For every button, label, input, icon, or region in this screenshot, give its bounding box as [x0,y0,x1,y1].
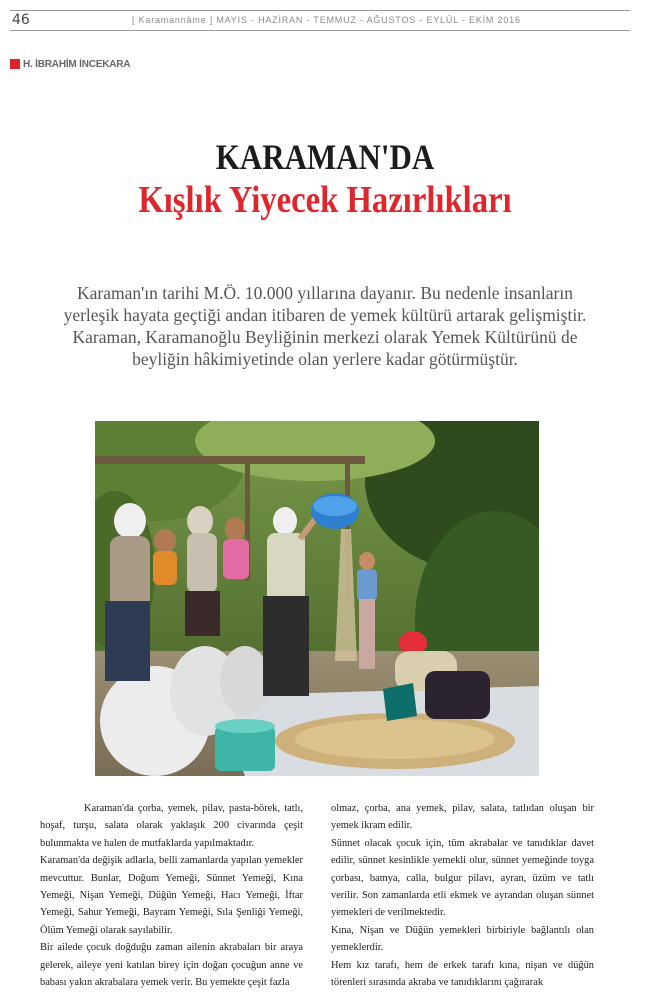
running-head: [ Karamannâme ] MAYIS - HAZİRAN - TEMMUZ - AĞUSTOS - EYLÜL - EKİM 2016 [132,15,521,25]
body-paragraph: Karaman'da çorba, yemek, pilav, pasta-börek, tatlı, hoşaf, turşu, salata olarak yaklaşık 200 civarında çeşit bulunmakta ve halen de mutfaklarda yapılmaktadır. [40,803,303,849]
header-top-rule [10,10,630,11]
page-header [10,10,630,32]
page-number: 46 [12,12,30,28]
lead-line: Karaman, Karamanoğlu Beyliğinin merkezi olarak Yemek Kültürünü de [72,327,578,347]
lead-line: beyliğin hâkimiyetinde olan yerlere kadar götürmüştür. [132,349,518,369]
article-subtitle: Kışlık Yiyecek Hazırlıkları [138,179,512,221]
author-marker-icon [10,59,20,69]
author-byline [10,57,130,71]
lead-line: yerleşik hayata geçtiği andan itibaren de yemek kültürü artarak gelişmiştir. [63,305,587,325]
lead-line: Karaman'ın tarihi M.Ö. 10.000 yıllarına dayanır. Bu nedenle insanların [77,283,573,303]
author-name: H. İBRAHİM İNCEKARA [23,58,131,70]
body-paragraph: Hem kız tarafı, hem de erkek tarafı kına, nişan ve düğün törenleri sırasında akraba ve tanıdıklarını çağırarak [331,959,594,989]
body-column-right [331,800,594,991]
article-photo [95,421,539,776]
body-paragraph: Kına, Nişan ve Düğün yemekleri birbiriyle bağlantılı olan yemeklerdir. [331,924,594,954]
body-paragraph: Bir ailede çocuk doğduğu zaman ailenin akrabaları bir araya gelerek, aileye yeni katılan birey için doğan çocuğun anne ve babası yakın akrabalara yemek verir. Bu yemekte çeşit fazla [40,942,303,989]
header-bottom-rule [10,30,630,31]
body-paragraph: Sünnet olacak çocuk için, tüm akrabalar ve tanıdıklar davet edilir, sünnet kesinlikle yemekli olur, sünnet yemeğinde toyga çorbası, bamya, calla, bulgur pilavı, ayran, üzüm ve tatlı verilir. Son zamanlarda etli ekmek ve ayrandan oluşan sünnet yemekleri de verilmektedir. [331,837,594,919]
article-title: KARAMAN'DA [215,137,435,177]
lead-paragraph [30,282,620,370]
body-paragraph: olmaz, çorba, ana yemek, pilav, salata, tatlıdan oluşan bir yemek ikram edilir. [331,803,594,832]
body-paragraph: Karaman'da değişik adlarla, belli zamanlarda yapılan yemekler mevcuttur. Bunlar, Doğum Yemeği, Sünnet Yemeği, Kına Yemeği, Nişan Yemeği, Düğün Yemeği, Hacı Yemeği, İftar Yemeği, Sahur Yemeği, Bayram Yemeği, Sıla Şenliği Yemeği, Ölüm Yemeği olarak sayılabilir. [40,855,303,936]
body-column-left [40,800,303,991]
photo-village-women-sifting-grain-icon [95,421,539,776]
